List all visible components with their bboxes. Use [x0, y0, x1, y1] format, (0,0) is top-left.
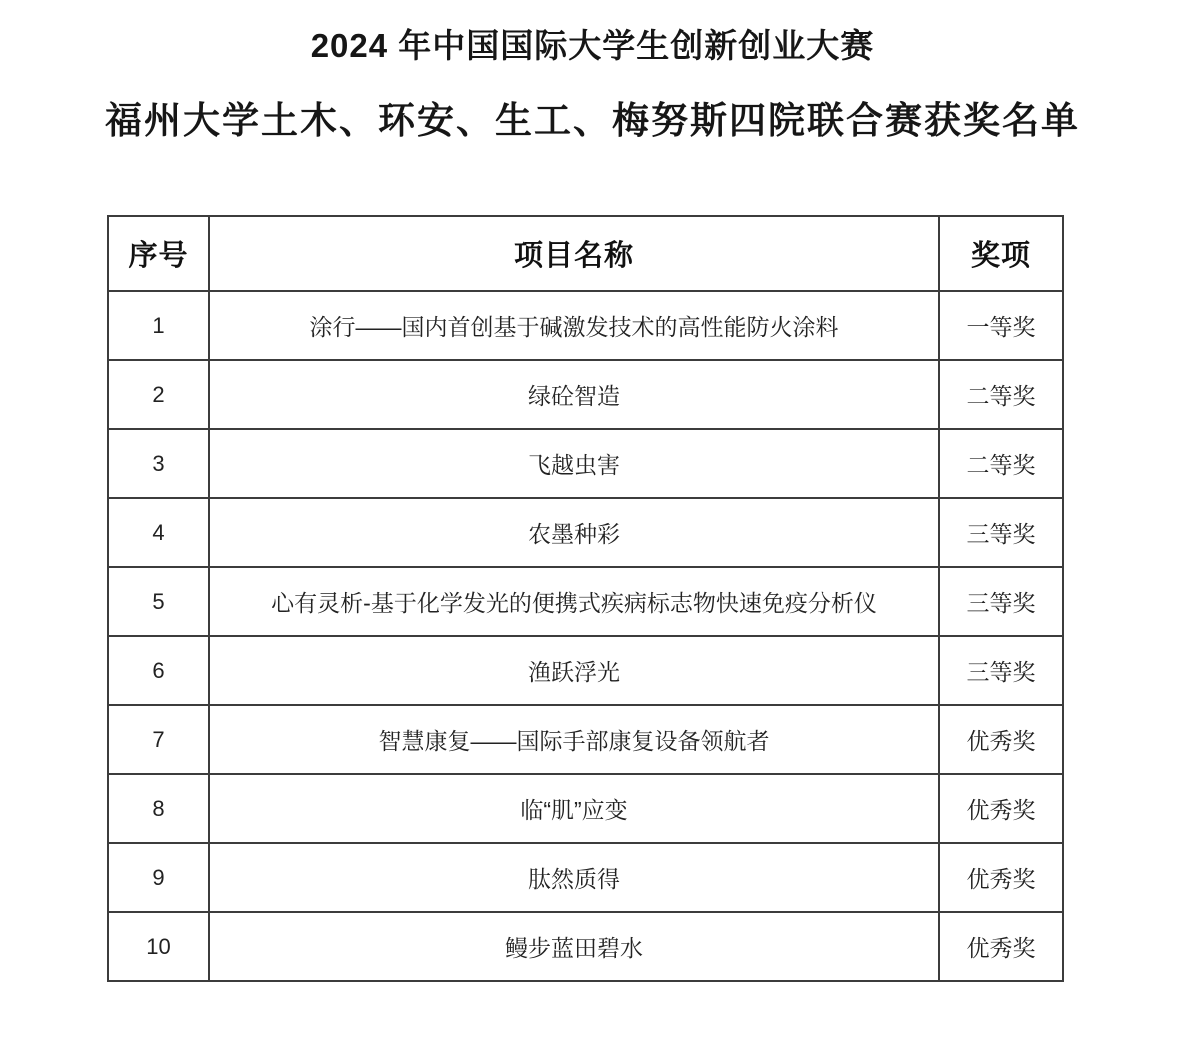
table-row	[108, 705, 1063, 774]
header-project-name: 项目名称	[209, 216, 939, 291]
project-name-cell: 智慧康复——国际手部康复设备领航者	[209, 705, 939, 774]
document-title-line2: 福州大学土木、环安、生工、梅努斯四院联合赛获奖名单	[105, 100, 1080, 141]
award-cell: 一等奖	[939, 291, 1063, 360]
award-cell: 二等奖	[939, 429, 1063, 498]
project-name-cell: 飞越虫害	[209, 429, 939, 498]
award-cell: 优秀奖	[939, 705, 1063, 774]
header-serial-number: 序号	[108, 216, 209, 291]
award-cell: 三等奖	[939, 636, 1063, 705]
project-name-cell: 鳗步蓝田碧水	[209, 912, 939, 981]
project-name-cell: 渔跃浮光	[209, 636, 939, 705]
serial-number-cell: 2	[108, 360, 209, 429]
serial-number-cell: 5	[108, 567, 209, 636]
table-row	[108, 429, 1063, 498]
award-cell: 优秀奖	[939, 843, 1063, 912]
serial-number-cell: 10	[108, 912, 209, 981]
award-cell: 三等奖	[939, 567, 1063, 636]
serial-number-cell: 4	[108, 498, 209, 567]
project-name-cell: 肽然质得	[209, 843, 939, 912]
award-cell: 优秀奖	[939, 774, 1063, 843]
project-name-cell: 绿砼智造	[209, 360, 939, 429]
award-table	[107, 215, 1064, 982]
table-row	[108, 291, 1063, 360]
serial-number-cell: 8	[108, 774, 209, 843]
project-name-cell: 涂行——国内首创基于碱激发技术的高性能防火涂料	[209, 291, 939, 360]
award-cell: 二等奖	[939, 360, 1063, 429]
project-name-cell: 临“肌”应变	[209, 774, 939, 843]
table-row	[108, 843, 1063, 912]
table-row	[108, 912, 1063, 981]
award-cell: 优秀奖	[939, 912, 1063, 981]
header-award: 奖项	[939, 216, 1063, 291]
serial-number-cell: 3	[108, 429, 209, 498]
table-row	[108, 636, 1063, 705]
table-row	[108, 567, 1063, 636]
serial-number-cell: 1	[108, 291, 209, 360]
table-header-row	[108, 216, 1063, 291]
award-table-body	[108, 291, 1063, 981]
serial-number-cell: 9	[108, 843, 209, 912]
serial-number-cell: 7	[108, 705, 209, 774]
project-name-cell: 心有灵析-基于化学发光的便携式疾病标志物快速免疫分析仪	[209, 567, 939, 636]
document-title-line1: 2024 年中国国际大学生创新创业大赛	[310, 27, 875, 64]
serial-number-cell: 6	[108, 636, 209, 705]
project-name-cell: 农墨种彩	[209, 498, 939, 567]
table-row	[108, 774, 1063, 843]
table-row	[108, 360, 1063, 429]
table-row	[108, 498, 1063, 567]
award-cell: 三等奖	[939, 498, 1063, 567]
